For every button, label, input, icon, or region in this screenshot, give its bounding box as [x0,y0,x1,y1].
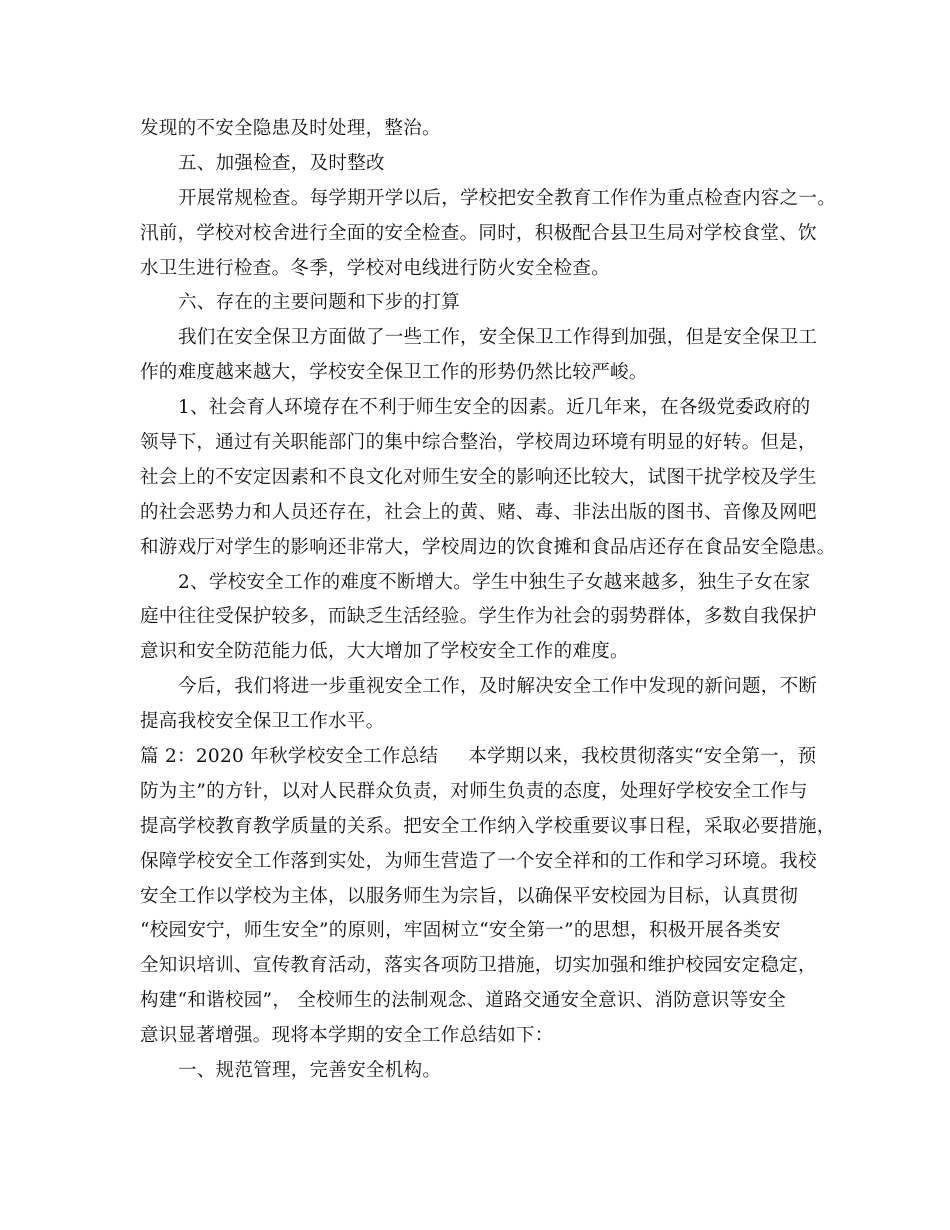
article-intro-text: 本学期以来，我校贯彻落实“安全第一，预 [468,746,817,768]
article-heading-line [140,740,828,775]
text-line: “校园安宁，师生安全”的原则，牢固树立“安全第一”的思想，积极开展各类安 [140,920,781,942]
text-line: 意识和安全防范能力低，大大增加了学校安全工作的难度。 [140,641,629,663]
article-title: 篇 2：2020 年秋学校安全工作总结 [140,746,439,768]
text-line: 全知识培训、宣传教育活动，落实各项防卫措施，切实加强和维护校园安定稳定， [140,955,817,977]
text-line: 领导下，通过有关职能部门的集中综合整治，学校周边环境有明显的好转。但是， [140,432,817,454]
text-line: 安全工作以学校为主体，以服务师生为宗旨，以确保平安校园为目标，认真贯彻 [140,885,799,907]
text-line: 今后，我们将进一步重视安全工作，及时解决安全工作中发现的新问题，不断 [178,676,818,698]
text-line: 防为主”的方针，以对人民群众负责，对师生负责的态度，处理好学校安全工作与 [140,780,808,802]
text-line: 一、规范管理，完善安全机构。 [178,1060,442,1082]
document-body [140,112,837,1089]
text-line: 五、加强检查，及时整改 [178,152,385,174]
text-line: 发现的不安全隐患及时处理，整治。 [140,118,441,139]
text-line: 构建“和谐校园”， 全校师生的法制观念、道路交通安全意识、消防意识等安全 [140,990,787,1012]
text-line: 2、学校安全工作的难度不断增大。学生中独生子女越来越多，独生子女在家 [178,571,811,593]
text-line: 1、社会育人环境存在不利于师生安全的因素。近几年来，在各级党委政府的 [178,397,811,419]
text-line: 作的难度越来越大，学校安全保卫工作的形势仍然比较严峻。 [140,362,648,384]
text-line: 水卫生进行检查。冬季，学校对电线进行防火安全检查。 [140,257,611,279]
text-line: 提高我校安全保卫工作水平。 [140,711,385,733]
text-block-section-1 [140,112,837,740]
text-line: 社会上的不安定因素和不良文化对师生安全的影响还比较大，试图干扰学校及学生 [140,466,817,488]
text-line: 我们在安全保卫方面做了一些工作，安全保卫工作得到加强，但是安全保卫工 [178,327,818,349]
text-line: 六、存在的主要问题和下步的打算 [178,292,461,314]
text-line: 保障学校安全工作落到实处，为师生营造了一个安全祥和的工作和学习环境。我校 [140,850,817,872]
text-line: 和游戏厅对学生的影响还非常大，学校周边的饮食摊和食品店还存在食品安全隐患。 [140,536,836,558]
text-line: 意识显著增强。现将本学期的安全工作总结如下： [140,1025,554,1047]
text-line: 庭中往往受保护较多，而缺乏生活经验。学生作为社会的弱势群体，多数自我保护 [140,606,817,628]
text-line: 开展常规检查。每学期开学以后，学校把安全教育工作作为重点检查内容之一。 [178,187,837,209]
text-block-section-2 [140,775,836,1089]
text-line: 提高学校教育教学质量的关系。把安全工作纳入学校重要议事日程，采取必要措施， [140,815,836,837]
text-line: 的社会恶势力和人员还存在，社会上的黄、赌、毒、非法出版的图书、音像及网吧 [140,501,817,523]
text-line: 汛前，学校对校舍进行全面的安全检查。同时，积极配合县卫生局对学校食堂、饮 [140,222,817,244]
